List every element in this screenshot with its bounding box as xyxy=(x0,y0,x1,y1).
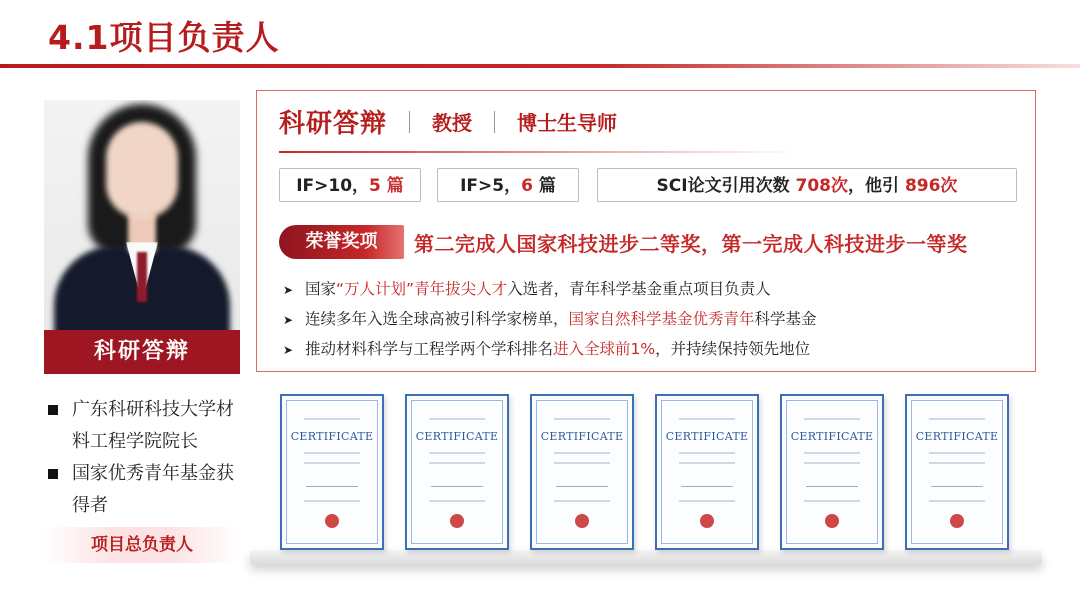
certificate-title: CERTIFICATE xyxy=(540,430,624,443)
certificate-title: CERTIFICATE xyxy=(665,430,749,443)
card-header xyxy=(279,103,617,140)
list-item: ➤ 国家“万人计划”青年拔尖人才入选者，青年科学基金重点项目负责人 xyxy=(283,275,817,305)
seal-icon xyxy=(700,514,714,528)
signature xyxy=(556,476,608,487)
list-item: ➤ 推动材料科学与工程学两个学科排名进入全球前1%，并持续保持领先地位 xyxy=(283,335,817,365)
seal-icon xyxy=(950,514,964,528)
page-title: 4.1项目负责人 xyxy=(48,18,280,57)
certificate-image xyxy=(280,394,384,550)
bio-text: 广东科研科技大学材料工程学院院长 xyxy=(72,399,234,452)
bio-item xyxy=(44,458,244,522)
certificate-image xyxy=(655,394,759,550)
certificate-image xyxy=(530,394,634,550)
seal-icon xyxy=(825,514,839,528)
signature xyxy=(306,476,358,487)
profile-panel xyxy=(44,100,240,374)
square-bullet-icon xyxy=(48,405,58,415)
stat-if5: IF>5，6 篇 xyxy=(437,168,579,202)
certificate-title: CERTIFICATE xyxy=(290,430,374,443)
seal-icon xyxy=(575,514,589,528)
divider xyxy=(409,111,410,133)
list-item: ➤ 连续多年入选全球高被引科学家榜单，国家自然科学基金优秀青年科学基金 xyxy=(283,305,817,335)
arrow-bullet-icon: ➤ xyxy=(283,283,294,297)
seal-icon xyxy=(450,514,464,528)
bio-text: 国家优秀青年基金获得者 xyxy=(72,463,234,516)
signature xyxy=(931,476,983,487)
certificate-image xyxy=(905,394,1009,550)
header-underline xyxy=(279,151,799,153)
stat-citations: SCI论文引用次数 708次，他引 896次 xyxy=(597,168,1017,202)
certificate-image xyxy=(780,394,884,550)
bio-item xyxy=(44,394,244,458)
arrow-bullet-icon: ➤ xyxy=(283,313,294,327)
portrait-photo xyxy=(44,100,240,330)
card-name: 科研答辩 xyxy=(279,109,388,139)
shelf xyxy=(250,550,1042,564)
honor-row xyxy=(279,225,968,259)
title-professor: 教授 xyxy=(432,111,473,135)
signature xyxy=(806,476,858,487)
certificate-title: CERTIFICATE xyxy=(915,430,999,443)
title-supervisor: 博士生导师 xyxy=(517,111,618,135)
divider xyxy=(494,111,495,133)
certificate-shelf xyxy=(246,384,1046,584)
stat-if10: IF>10，5 篇 xyxy=(279,168,421,202)
title-underline xyxy=(0,64,1080,68)
achievement-list xyxy=(283,275,817,365)
role-tag: 项目总负责人 xyxy=(44,527,240,563)
seal-icon xyxy=(325,514,339,528)
profile-name: 科研答辩 xyxy=(44,330,240,374)
square-bullet-icon xyxy=(48,469,58,479)
certificate-title: CERTIFICATE xyxy=(790,430,874,443)
honor-text: 第二完成人国家科技进步二等奖，第一完成人科技进步一等奖 xyxy=(414,231,968,256)
profile-bio xyxy=(44,394,244,522)
info-card xyxy=(256,90,1036,372)
arrow-bullet-icon: ➤ xyxy=(283,343,294,357)
honor-label: 荣誉奖项 xyxy=(279,225,404,259)
signature xyxy=(681,476,733,487)
certificate-image xyxy=(405,394,509,550)
signature xyxy=(431,476,483,487)
certificate-title: CERTIFICATE xyxy=(415,430,499,443)
